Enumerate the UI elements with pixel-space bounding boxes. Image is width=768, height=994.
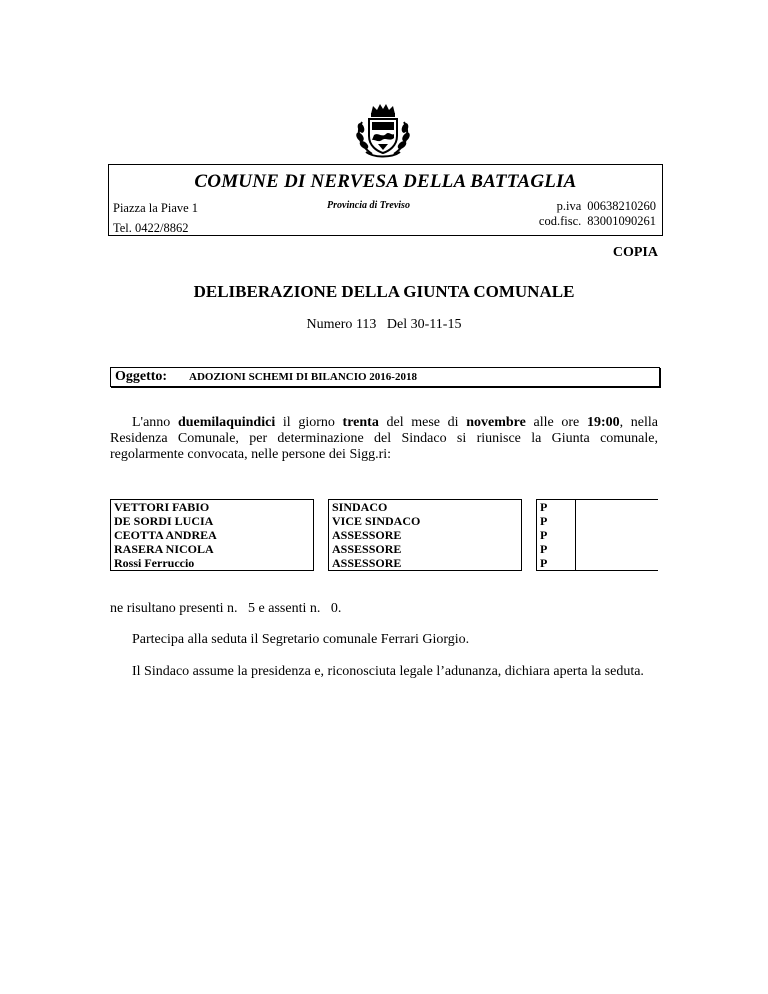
document-title: DELIBERAZIONE DELLA GIUNTA COMUNALE: [193, 282, 575, 301]
subject-label: Oggetto:: [115, 369, 168, 384]
intro-year: duemilaquindici: [177, 415, 276, 430]
numero-label: Numero: [306, 317, 353, 332]
table-row: [111, 556, 659, 571]
member-status: P: [537, 556, 576, 571]
codfisc-value: 83001090261: [587, 214, 656, 228]
presidency-paragraph: Il Sindaco assume la presidenza e, riconosciuta legale l’adunanza, dichiara aperta la seduta.: [132, 664, 644, 679]
header-box: [108, 164, 663, 236]
intro-text: alle ore: [525, 415, 587, 430]
table-row: [111, 514, 659, 528]
secretary-paragraph: Partecipa alla seduta il Segretario comunale Ferrari Giorgio.: [132, 632, 470, 647]
member-name: DE SORDI LUCIA: [111, 514, 314, 528]
member-status: P: [537, 528, 576, 542]
member-role: ASSESSORE: [329, 528, 522, 542]
table-row: [111, 500, 659, 515]
intro-text: del mese di: [378, 415, 467, 430]
copy-mark: COPIA: [612, 245, 658, 260]
piva-label: p.iva: [556, 199, 582, 213]
table-row: [111, 542, 659, 556]
member-status: P: [537, 500, 576, 515]
del-value: 30-11-15: [410, 317, 462, 332]
del-label: Del: [386, 317, 408, 332]
document-number-line: [0, 317, 768, 333]
intro-time: 19:00: [586, 415, 620, 430]
coat-of-arms-logo: [352, 100, 414, 160]
intro-text: , nella Residenza Comunale, per determinazione del Sindaco si riunisce la Giunta comunale, regolarmente convocata, nelle persone dei Sigg.ri:: [110, 415, 658, 462]
province-label: Provincia di Treviso: [327, 200, 410, 211]
presenti-text: ne risultano presenti n.: [110, 601, 238, 616]
numero-value: 113: [355, 317, 377, 332]
member-role: ASSESSORE: [329, 542, 522, 556]
table-row: [111, 528, 659, 542]
intro-text: il giorno: [275, 415, 343, 430]
member-name: RASERA NICOLA: [111, 542, 314, 556]
member-role: ASSESSORE: [329, 556, 522, 571]
member-role: VICE SINDACO: [329, 514, 522, 528]
phone-number: Tel. 0422/8862: [113, 221, 189, 235]
member-name: Rossi Ferruccio: [111, 556, 314, 571]
assenti-text: e assenti n.: [258, 601, 321, 616]
assenti-count: 0.: [330, 601, 342, 616]
attendance-summary: [110, 601, 341, 617]
intro-month: novembre: [466, 415, 526, 430]
member-status: P: [537, 514, 576, 528]
intro-day: trenta: [342, 415, 379, 430]
address-street: Piazza la Piave 1: [113, 201, 199, 215]
members-table: [110, 499, 658, 571]
presenti-count: 5: [248, 601, 256, 616]
subject-box: [110, 367, 660, 387]
intro-paragraph: [110, 415, 658, 463]
subject-text: ADOZIONI SCHEMI DI BILANCIO 2016-2018: [189, 371, 417, 383]
member-name: CEOTTA ANDREA: [111, 528, 314, 542]
member-status: P: [537, 542, 576, 556]
intro-text: L'anno: [132, 415, 178, 430]
fiscal-codes: [539, 199, 656, 229]
codfisc-label: cod.fisc.: [538, 214, 582, 228]
member-role: SINDACO: [329, 500, 522, 515]
member-name: VETTORI FABIO: [111, 500, 314, 515]
piva-value: 00638210260: [587, 199, 656, 213]
municipality-title: COMUNE DI NERVESA DELLA BATTAGLIA: [194, 171, 577, 192]
